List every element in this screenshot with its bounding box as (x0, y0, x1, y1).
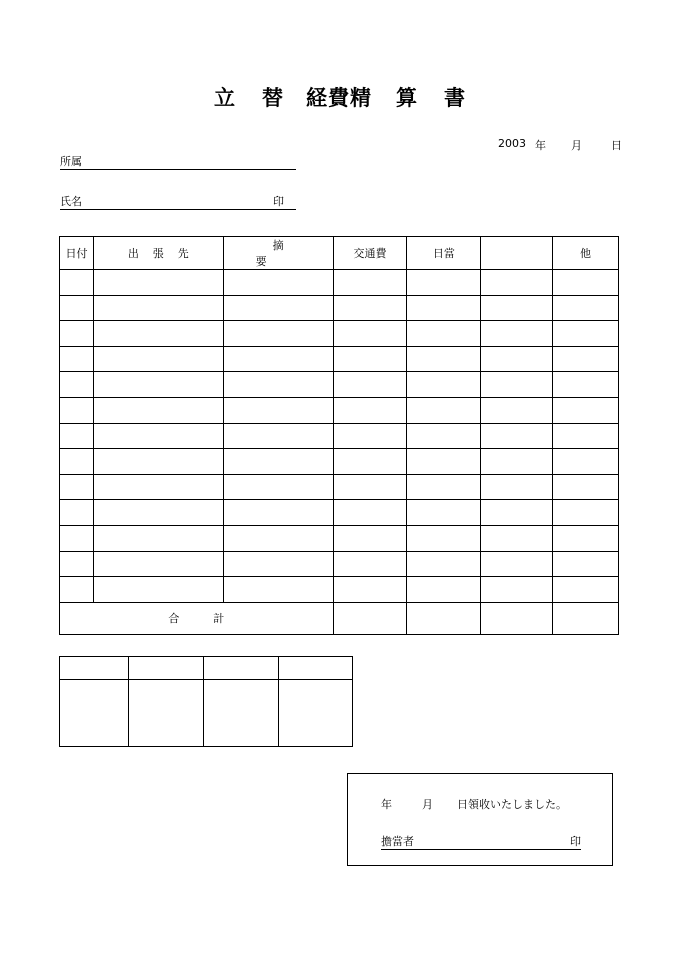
table-cell[interactable] (333, 474, 407, 500)
table-header-row (60, 237, 619, 270)
table-cell[interactable] (553, 551, 619, 577)
total-label: 合計 (60, 602, 334, 634)
title-char: 書 (444, 85, 466, 110)
table-cell[interactable] (333, 321, 407, 347)
table-cell[interactable] (333, 423, 407, 449)
table-cell[interactable] (553, 474, 619, 500)
table-cell[interactable] (93, 270, 223, 296)
table-cell[interactable] (553, 295, 619, 321)
table-cell[interactable] (553, 270, 619, 296)
table-row (60, 372, 619, 398)
table-row (60, 449, 619, 475)
receipt-box (347, 773, 613, 866)
table-cell[interactable] (553, 500, 619, 526)
table-cell[interactable] (93, 346, 223, 372)
table-row (60, 551, 619, 577)
table-cell[interactable] (333, 500, 407, 526)
title-char: 立 (214, 85, 236, 110)
table-cell[interactable] (60, 449, 94, 475)
table-cell[interactable] (60, 474, 94, 500)
header-date: 日付 (60, 237, 94, 270)
table-cell[interactable] (223, 321, 333, 347)
table-cell[interactable] (60, 397, 94, 423)
table-cell[interactable] (223, 270, 333, 296)
table-cell[interactable] (223, 551, 333, 577)
table-cell[interactable] (60, 500, 94, 526)
table-row (60, 525, 619, 551)
table-cell[interactable] (553, 346, 619, 372)
table-cell[interactable] (407, 321, 481, 347)
table-cell[interactable] (553, 577, 619, 603)
document-title (0, 82, 680, 112)
name-field[interactable] (60, 194, 296, 210)
table-cell[interactable] (333, 577, 407, 603)
table-cell[interactable] (93, 474, 223, 500)
receipt-month-unit: 月 (422, 798, 433, 811)
table-cell[interactable] (93, 577, 223, 603)
approval-stamp-table (59, 656, 353, 747)
table-cell[interactable] (407, 423, 481, 449)
table-cell[interactable] (481, 372, 553, 398)
receipt-date-line (381, 796, 567, 812)
approval-header-cell (128, 657, 204, 680)
table-cell[interactable] (481, 346, 553, 372)
table-cell[interactable] (93, 525, 223, 551)
table-cell[interactable] (60, 321, 94, 347)
table-row (60, 423, 619, 449)
approval-stamp-cell[interactable] (128, 680, 204, 747)
total-cell[interactable] (333, 602, 407, 634)
table-cell[interactable] (553, 372, 619, 398)
table-cell[interactable] (333, 525, 407, 551)
table-cell[interactable] (93, 321, 223, 347)
header-destination: 出張先 (93, 237, 223, 270)
table-cell[interactable] (223, 295, 333, 321)
table-cell[interactable] (60, 295, 94, 321)
expense-table (59, 236, 619, 635)
table-cell[interactable] (60, 551, 94, 577)
receipt-person-label: 擔當者 (381, 835, 414, 848)
table-row (60, 346, 619, 372)
table-cell[interactable] (223, 372, 333, 398)
table-cell[interactable] (93, 372, 223, 398)
table-cell[interactable] (223, 474, 333, 500)
table-cell[interactable] (333, 295, 407, 321)
title-char: 替 (262, 85, 284, 110)
table-cell[interactable] (407, 372, 481, 398)
table-cell[interactable] (481, 577, 553, 603)
table-cell[interactable] (407, 295, 481, 321)
table-cell[interactable] (93, 423, 223, 449)
receipt-person-field[interactable] (381, 834, 581, 850)
approval-header-cell (279, 657, 353, 680)
header-other: 他 (553, 237, 619, 270)
table-cell[interactable] (333, 346, 407, 372)
total-cell[interactable] (407, 602, 481, 634)
table-cell[interactable] (407, 449, 481, 475)
approval-header-cell (204, 657, 279, 680)
table-row (60, 474, 619, 500)
table-cell[interactable] (93, 397, 223, 423)
table-row (60, 397, 619, 423)
table-row (60, 321, 619, 347)
header-transport: 交通費 (333, 237, 407, 270)
table-cell[interactable] (553, 321, 619, 347)
title-char: 算 (396, 85, 418, 110)
table-cell[interactable] (481, 474, 553, 500)
table-cell[interactable] (481, 551, 553, 577)
table-cell[interactable] (553, 525, 619, 551)
table-cell[interactable] (407, 500, 481, 526)
table-cell[interactable] (223, 500, 333, 526)
date-day-unit: 日 (611, 139, 622, 152)
table-cell[interactable] (60, 525, 94, 551)
table-cell[interactable] (407, 551, 481, 577)
total-cell[interactable] (553, 602, 619, 634)
header-summary: 摘要 (223, 237, 333, 270)
table-cell[interactable] (407, 270, 481, 296)
title-char: 経費精 (306, 85, 372, 110)
table-cell[interactable] (223, 346, 333, 372)
seal-label: 印 (273, 195, 284, 208)
table-cell[interactable] (93, 449, 223, 475)
department-label: 所属 (60, 155, 82, 168)
table-cell[interactable] (60, 423, 94, 449)
table-cell[interactable] (223, 449, 333, 475)
table-cell[interactable] (481, 500, 553, 526)
header-daily-allowance: 日當 (407, 237, 481, 270)
table-cell[interactable] (481, 321, 553, 347)
name-label: 氏名 (60, 195, 82, 208)
table-cell[interactable] (93, 551, 223, 577)
date-year-unit: 年 (535, 139, 546, 152)
table-cell[interactable] (407, 577, 481, 603)
table-cell[interactable] (333, 372, 407, 398)
approval-stamp-cell[interactable] (279, 680, 353, 747)
table-cell[interactable] (407, 397, 481, 423)
total-row (60, 602, 619, 634)
table-row (60, 270, 619, 296)
approval-stamp-cell[interactable] (60, 680, 129, 747)
table-cell[interactable] (223, 577, 333, 603)
table-cell[interactable] (93, 500, 223, 526)
table-cell[interactable] (481, 397, 553, 423)
table-cell[interactable] (407, 525, 481, 551)
table-cell[interactable] (93, 295, 223, 321)
table-cell[interactable] (333, 449, 407, 475)
table-cell[interactable] (60, 372, 94, 398)
department-field[interactable] (60, 154, 296, 170)
table-cell[interactable] (481, 525, 553, 551)
table-cell[interactable] (333, 270, 407, 296)
table-cell[interactable] (333, 551, 407, 577)
table-cell[interactable] (223, 525, 333, 551)
table-cell[interactable] (407, 474, 481, 500)
approval-stamp-row (60, 680, 353, 747)
table-cell[interactable] (553, 397, 619, 423)
table-cell[interactable] (481, 270, 553, 296)
table-cell[interactable] (407, 346, 481, 372)
table-cell[interactable] (223, 397, 333, 423)
table-cell[interactable] (481, 423, 553, 449)
table-cell[interactable] (223, 423, 333, 449)
table-cell[interactable] (60, 577, 94, 603)
table-row (60, 500, 619, 526)
date-year: 2003 (498, 137, 526, 150)
table-row (60, 295, 619, 321)
table-cell[interactable] (60, 270, 94, 296)
header-blank (481, 237, 553, 270)
table-cell[interactable] (481, 295, 553, 321)
receipt-year-unit: 年 (381, 798, 392, 811)
table-row (60, 577, 619, 603)
total-cell[interactable] (481, 602, 553, 634)
date-month-unit: 月 (571, 139, 582, 152)
receipt-seal-label: 印 (570, 835, 581, 848)
table-cell[interactable] (333, 397, 407, 423)
approval-header-row (60, 657, 353, 680)
approval-header-cell (60, 657, 129, 680)
approval-stamp-cell[interactable] (204, 680, 279, 747)
table-cell[interactable] (481, 449, 553, 475)
table-cell[interactable] (553, 449, 619, 475)
receipt-day-text: 日領收いたしました。 (457, 798, 567, 811)
table-cell[interactable] (60, 346, 94, 372)
table-cell[interactable] (553, 423, 619, 449)
